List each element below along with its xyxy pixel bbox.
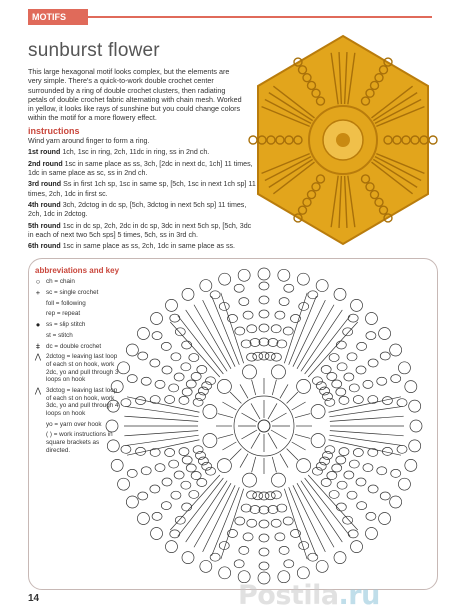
key-item: ⋀ 2dctog = leaving last loop of each st on hook, work 2dc, yo and pull through 3 loops on hook bbox=[30, 353, 120, 383]
key-item: ○ ch = chain bbox=[30, 278, 120, 286]
key-item: ● ss = slip stitch bbox=[30, 321, 120, 329]
round-1: 1st round 1ch, 1sc in ring, 2ch, 11dc in ring, ss in 2nd ch. bbox=[28, 148, 210, 157]
instructions-start: Wind yarn around finger to form a ring. bbox=[28, 137, 150, 145]
dctog3-symbol-icon: ⋀ bbox=[34, 386, 42, 396]
instructions-body bbox=[28, 137, 258, 254]
single-crochet-symbol-icon: + bbox=[35, 287, 41, 297]
slip-stitch-symbol-icon: ● bbox=[35, 320, 41, 330]
watermark: Postila.ru bbox=[238, 580, 380, 611]
crochet-chart-diagram bbox=[96, 262, 432, 586]
key-item: foll = following bbox=[46, 299, 86, 307]
round-6: 6th round 1sc in same place as ss, 2ch, 1dc in same place as ss. bbox=[28, 242, 236, 251]
key-heading: abbreviations and key bbox=[35, 266, 120, 275]
key-item: rep = repeat bbox=[46, 310, 81, 318]
header-rule bbox=[88, 16, 432, 18]
page-title: sunburst flower bbox=[28, 40, 160, 61]
key-item: + sc = single crochet bbox=[30, 289, 120, 297]
round-5: 5th round 1sc in dc sp, 2ch, 2dc in dc sp, 3dc in next 5ch sp, [5ch, 3dc in each of next two 5ch sps] 5 times, 5ch, ss in 3rd ch. bbox=[28, 221, 252, 239]
key-item: ( ) = work instructions in square brackets as directed. bbox=[46, 431, 113, 454]
key-item: ǂ dc = double crochet bbox=[30, 343, 120, 351]
key-item: st = stitch bbox=[46, 331, 73, 339]
chain-symbol-icon: ○ bbox=[35, 277, 41, 286]
double-crochet-symbol-icon: ǂ bbox=[35, 341, 41, 351]
section-tab: MOTIFS bbox=[28, 9, 88, 25]
section-header bbox=[28, 9, 432, 25]
intro-paragraph: This large hexagonal motif looks complex, but the elements are very simple. There's a quick-to-work double crochet center surrounded by a ring of double crochet clusters, then radiating petals of double crochet fabric alternating with chain mesh. Worked in yellow, it looks like rays of sunshine but you could change colors within the motif for a more flowery effect. bbox=[28, 67, 242, 123]
dctog2-symbol-icon: ⋀ bbox=[34, 352, 42, 362]
round-4: 4th round 3ch, 2dctog in dc sp, [5ch, 3dctog in next 5ch sp] 11 times, 2ch, 1dc in 2dctog. bbox=[28, 200, 247, 219]
page-number: 14 bbox=[28, 593, 40, 604]
motif-photo bbox=[248, 30, 438, 250]
key-item: ⋀ 3dctog = leaving last loop of each st on hook, work 3dc, yo and pull through 4 loops on hook bbox=[30, 387, 120, 417]
key-item: yo = yarn over hook bbox=[46, 420, 102, 428]
round-3: 3rd round Ss in first 1ch sp, 1sc in same sp, [5ch, 1sc in next 1ch sp] 11 times, 2ch, 1dc in first sc. bbox=[28, 180, 256, 198]
instructions-heading: instructions bbox=[28, 126, 80, 136]
round-2: 2nd round 1sc in same place as ss, 3ch, [2dc in next dc, 1ch] 11 times, 1dc in same place as sc, ss in 2nd ch. bbox=[28, 159, 253, 177]
